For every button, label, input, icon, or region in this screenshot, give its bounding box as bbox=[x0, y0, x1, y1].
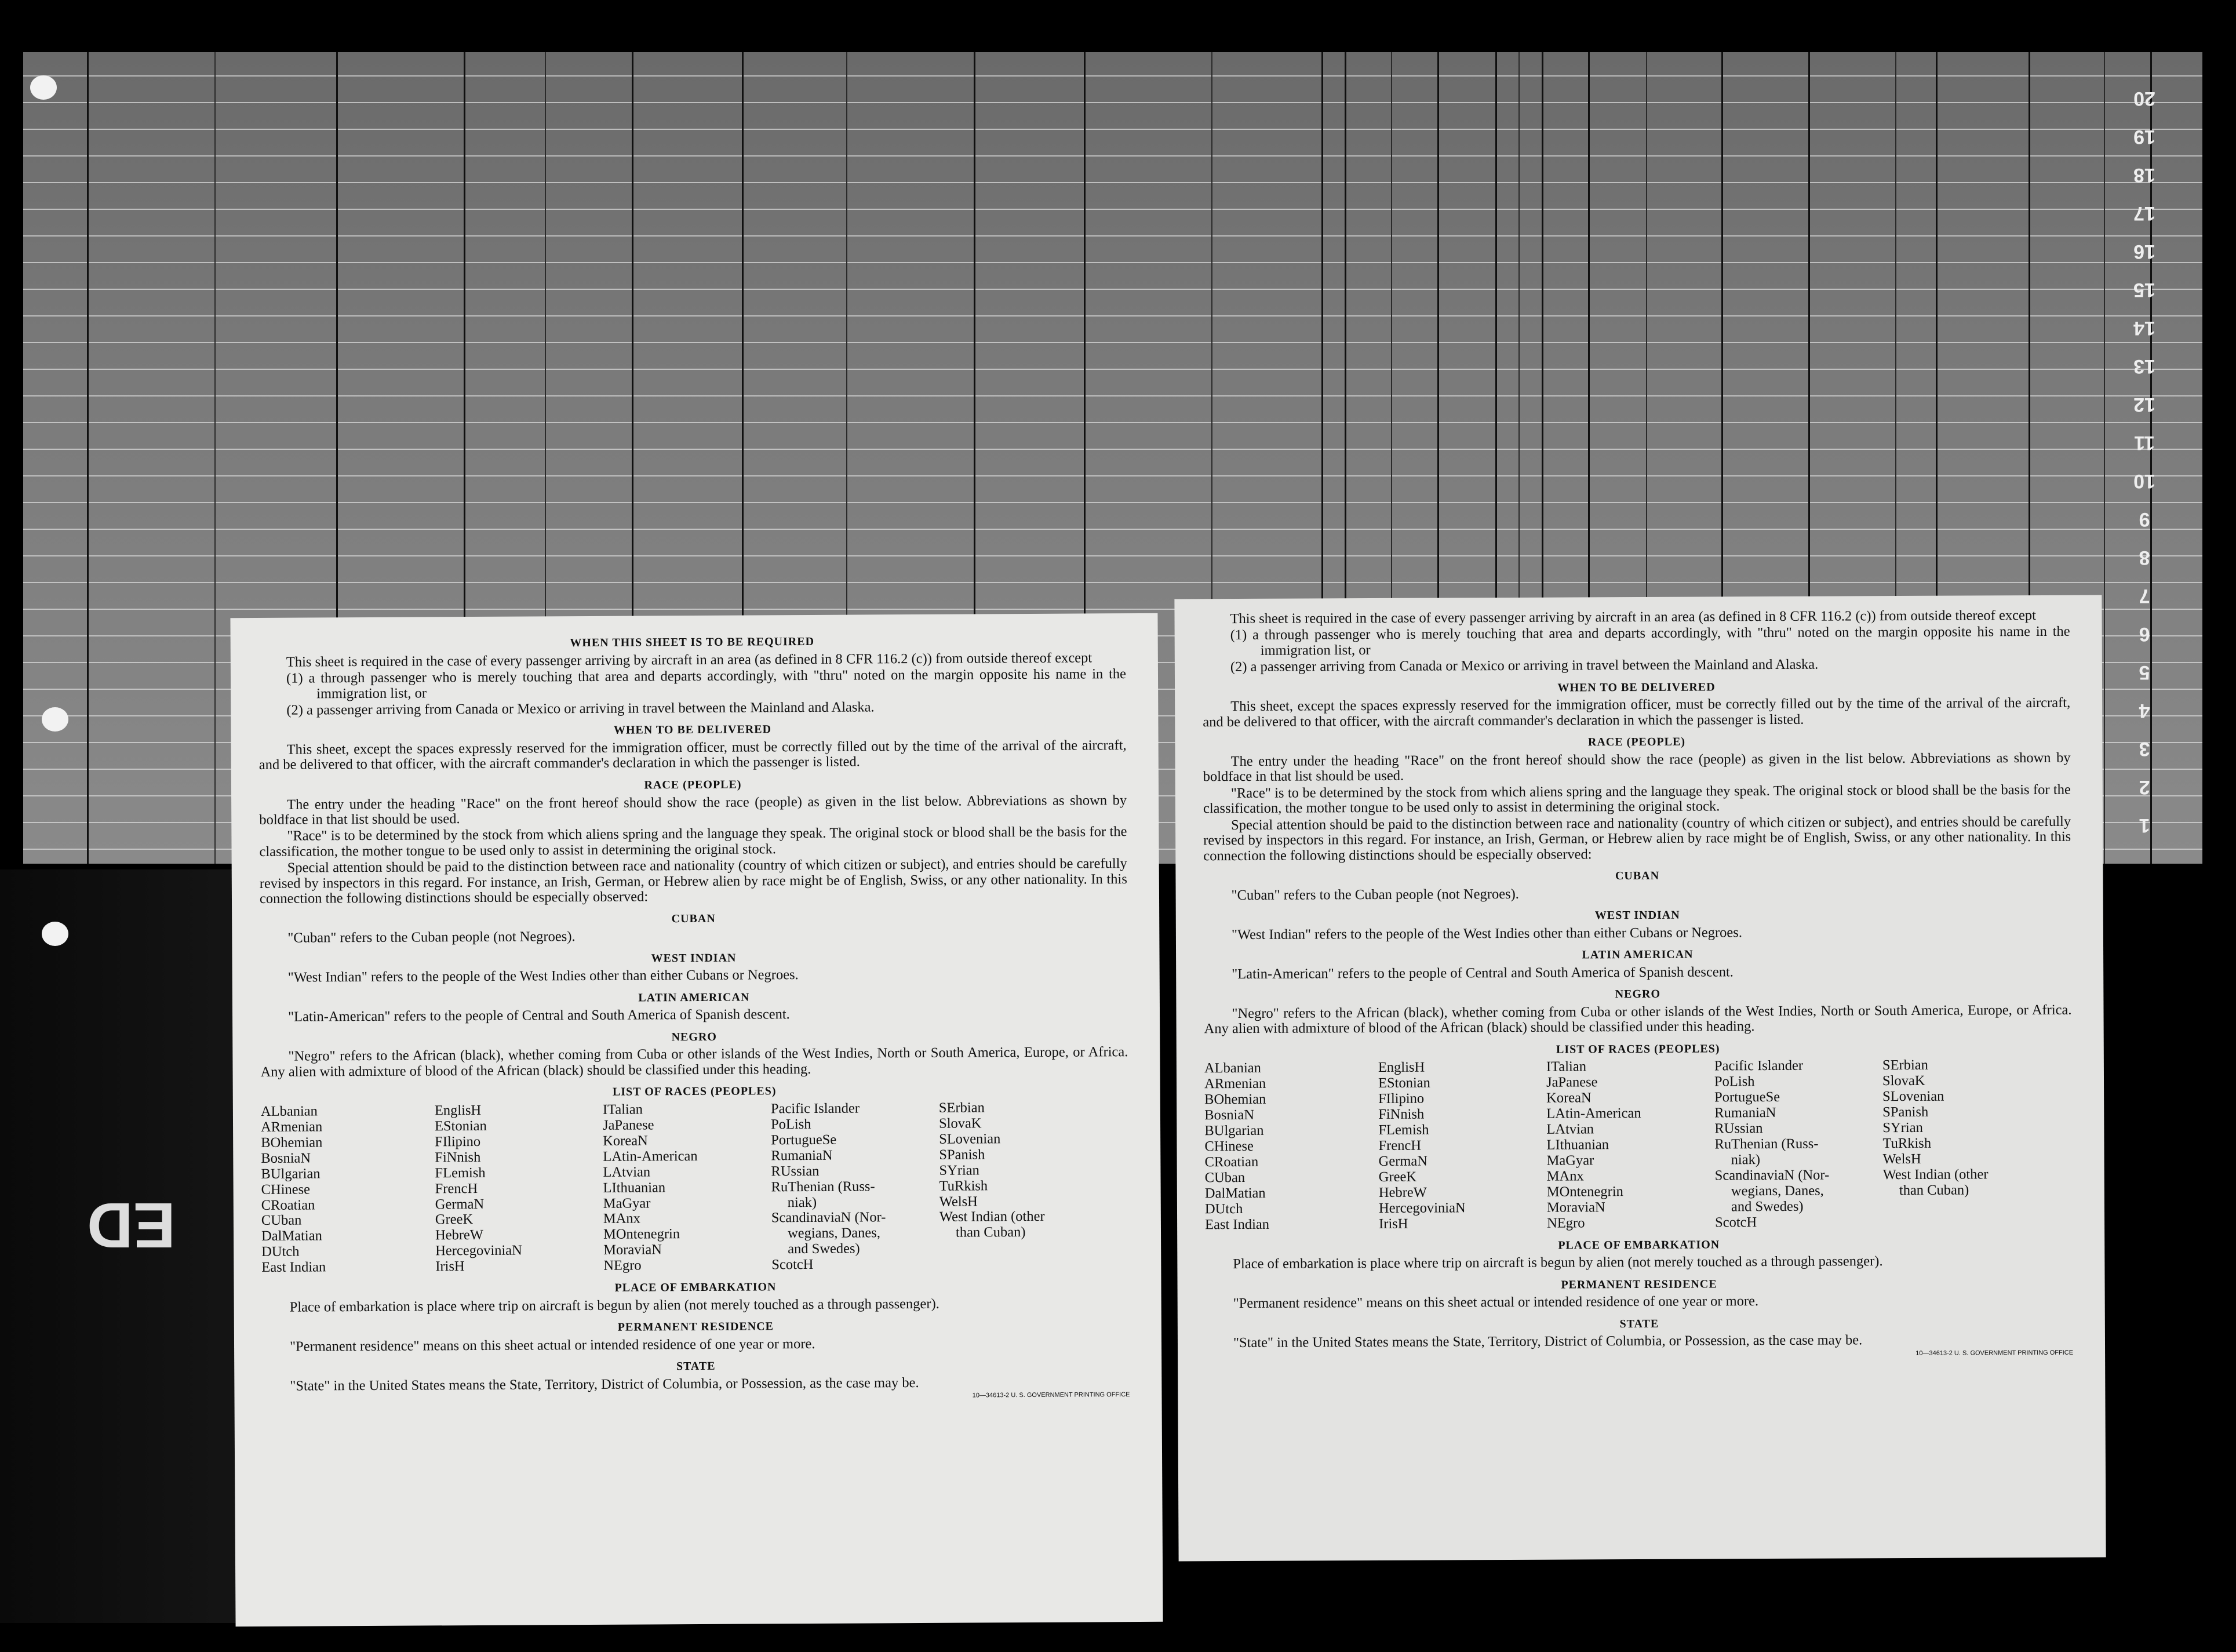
race-entry: LIthuanian bbox=[603, 1179, 666, 1196]
race-entry: FIlipino bbox=[1378, 1090, 1425, 1107]
race-entry: SPanish bbox=[1882, 1104, 1929, 1120]
residence-text: "Permanent residence" means on this sheet actual or intended residence of one year or more. bbox=[1233, 1293, 1759, 1312]
ledger-row-line bbox=[23, 449, 2202, 450]
row-number: 16 bbox=[2133, 241, 2155, 263]
heading-state: STATE bbox=[1619, 1317, 1659, 1330]
race-entry: EnglisH bbox=[1378, 1059, 1425, 1076]
ledger-row-line bbox=[23, 182, 2202, 183]
row-number: 3 bbox=[2139, 738, 2150, 760]
race-entry: KoreaN bbox=[1546, 1090, 1592, 1106]
race-entry: MAnx bbox=[603, 1210, 640, 1227]
heading-latin-american: LATIN AMERICAN bbox=[1582, 948, 1694, 962]
race-entry: BOhemian bbox=[1204, 1091, 1266, 1108]
race-entry: SlovaK bbox=[1882, 1073, 1925, 1089]
race-entry: East Indian bbox=[1205, 1216, 1270, 1232]
race-entry: MaGyar bbox=[603, 1195, 651, 1211]
race-entry: and Swedes) bbox=[1731, 1198, 1804, 1215]
race-entry: FrencH bbox=[435, 1180, 478, 1196]
heading-cuban: CUBAN bbox=[671, 912, 716, 925]
race-entry: HebreW bbox=[1378, 1184, 1427, 1200]
ledger-row-line bbox=[23, 75, 2202, 77]
side-mark-left: ED bbox=[87, 1189, 176, 1261]
ledger-row-line bbox=[23, 209, 2202, 210]
race-entry: West Indian (other bbox=[1882, 1166, 1989, 1183]
printer-footer: 10—34613-2 U. S. GOVERNMENT PRINTING OFFICE bbox=[972, 1391, 1130, 1399]
latin-american-text: "Latin-American" refers to the people of Central and South America of Spanish descent. bbox=[287, 1006, 790, 1025]
race-entry: ScotcH bbox=[771, 1257, 814, 1273]
race-entry: wegians, Danes, bbox=[1731, 1182, 1824, 1199]
race-entry: niak) bbox=[1731, 1152, 1761, 1168]
race-entry: Pacific Islander bbox=[770, 1100, 860, 1117]
race-entry: CUban bbox=[1204, 1169, 1246, 1186]
race-entry: FLemish bbox=[1378, 1122, 1429, 1138]
race-entry: ALbanian bbox=[260, 1103, 318, 1119]
race-entry: ITalian bbox=[602, 1101, 643, 1118]
embarkation-text: Place of embarkation is place where trip on aircraft is begun by alien (not merely touched as a through passenger). bbox=[1233, 1253, 1883, 1272]
ledger-row-line bbox=[23, 529, 2202, 530]
race-column bbox=[1204, 1060, 1379, 1233]
when-required-intro: This sheet is required in the case of every passenger arriving by aircraft in an area (as defined in 8 CFR 116.2 (c)) from outside thereof except bbox=[286, 650, 1092, 670]
ledger-row-line bbox=[23, 235, 2202, 236]
race-column bbox=[771, 1101, 940, 1273]
when-required-item-2: (2) a passenger arriving from Canada or Mexico or arriving in travel between the Mainland and Alaska. bbox=[1230, 657, 1819, 675]
race-entry: NEgro bbox=[1547, 1215, 1585, 1231]
race-column bbox=[1378, 1060, 1547, 1232]
race-entry: SLovenian bbox=[1882, 1088, 1944, 1105]
race-entry: NEgro bbox=[603, 1257, 642, 1274]
race-entry: BosniaN bbox=[261, 1150, 311, 1166]
race-entry: TuRkish bbox=[1882, 1135, 1932, 1152]
race-entry: CRoatian bbox=[1204, 1154, 1259, 1170]
race-entry: RuThenian (Russ- bbox=[1714, 1136, 1819, 1152]
race-entry: CHinese bbox=[261, 1181, 311, 1198]
heading-state: STATE bbox=[676, 1360, 716, 1373]
ledger-column-line bbox=[87, 52, 89, 864]
race-entry: ALbanian bbox=[1204, 1060, 1261, 1076]
row-number: 7 bbox=[2139, 585, 2150, 607]
race-entry: BosniaN bbox=[1204, 1107, 1255, 1123]
row-number: 6 bbox=[2139, 623, 2150, 645]
race-paragraph-1: The entry under the heading "Race" on the front hereof should show the race (people) as given in the list below. Abbreviations as shown by boldface in that list should be used. bbox=[259, 792, 1127, 828]
when-delivered-text: This sheet, except the spaces expressly reserved for the immigration officer, must be correctly filled out by the time of the arrival of the aircraft, and be delivered to that officer, with the aircraft commander's declaration in which the passenger is listed. bbox=[1203, 695, 2071, 730]
race-list bbox=[261, 1100, 1130, 1276]
heading-permanent-residence: PERMANENT RESIDENCE bbox=[1561, 1278, 1717, 1291]
latin-american-text: "Latin-American" refers to the people of Central and South America of Spanish descent. bbox=[1232, 964, 1734, 982]
race-entry: MoraviaN bbox=[603, 1242, 662, 1258]
race-entry: MAnx bbox=[1546, 1168, 1584, 1184]
race-entry: EnglisH bbox=[434, 1102, 482, 1119]
race-entry: FiNnish bbox=[435, 1149, 481, 1166]
west-indian-text: "West Indian" refers to the people of the West Indies other than either Cubans or Negroes. bbox=[1231, 924, 1742, 943]
row-number: 5 bbox=[2139, 661, 2150, 683]
ledger-row-line bbox=[23, 289, 2202, 290]
instruction-sheet-left bbox=[230, 613, 1163, 1626]
race-entry: than Cuban) bbox=[1899, 1182, 1969, 1198]
heading-when-delivered: WHEN TO BE DELIVERED bbox=[1557, 681, 1716, 694]
heading-list-of-races: LIST OF RACES (PEOPLES) bbox=[1556, 1042, 1720, 1056]
printer-footer: 10—34613-2 U. S. GOVERNMENT PRINTING OFFICE bbox=[1915, 1349, 2074, 1357]
race-entry: PoLish bbox=[770, 1116, 811, 1133]
ledger-row-line bbox=[23, 395, 2202, 396]
race-entry: HercegoviniaN bbox=[435, 1242, 522, 1259]
row-number: 14 bbox=[2133, 317, 2155, 339]
race-entry: RUssian bbox=[771, 1163, 820, 1179]
race-column bbox=[939, 1100, 1091, 1272]
race-entry: GermaN bbox=[1378, 1153, 1428, 1169]
ledger-row-line bbox=[23, 315, 2202, 316]
race-column bbox=[1882, 1057, 2034, 1229]
race-entry: CUban bbox=[261, 1213, 302, 1229]
heading-when-required: WHEN THIS SHEET IS TO BE REQUIRED bbox=[570, 635, 815, 650]
race-entry: KoreaN bbox=[603, 1133, 648, 1149]
race-entry: IrisH bbox=[1379, 1216, 1408, 1232]
ledger-row-line bbox=[23, 102, 2202, 103]
race-entry: GermaN bbox=[435, 1196, 485, 1212]
race-entry: SLovenian bbox=[939, 1131, 1001, 1147]
row-number: 12 bbox=[2133, 394, 2155, 416]
race-entry: FIlipino bbox=[435, 1133, 481, 1150]
race-entry: EStonian bbox=[1378, 1075, 1430, 1091]
race-column bbox=[603, 1101, 772, 1274]
race-entry: LIthuanian bbox=[1546, 1137, 1609, 1153]
race-paragraph-1: The entry under the heading "Race" on the front hereof should show the race (people) as given in the list below. Abbreviations as shown by boldface in that list should be used. bbox=[1203, 749, 2071, 785]
heading-embarkation: PLACE OF EMBARKATION bbox=[1558, 1238, 1720, 1252]
row-number: 17 bbox=[2133, 202, 2155, 224]
race-entry: RumaniaN bbox=[1714, 1105, 1776, 1121]
race-entry: SPanish bbox=[939, 1147, 985, 1163]
race-entry: JaPanese bbox=[1546, 1074, 1598, 1090]
heading-negro: NEGRO bbox=[1615, 988, 1661, 1001]
race-entry: SErbian bbox=[1882, 1057, 1928, 1074]
race-entry: DUtch bbox=[261, 1243, 300, 1260]
race-entry: ITalian bbox=[1546, 1058, 1587, 1075]
punch-hole bbox=[42, 922, 68, 946]
race-entry: LAtin-American bbox=[1546, 1105, 1641, 1122]
race-entry: PortugueSe bbox=[1714, 1089, 1780, 1105]
row-number: 2 bbox=[2139, 776, 2150, 798]
ledger-row-line bbox=[23, 369, 2202, 370]
race-entry: GreeK bbox=[435, 1211, 474, 1228]
race-entry: CRoatian bbox=[261, 1196, 315, 1213]
race-entry: MOntenegrin bbox=[1546, 1183, 1623, 1200]
ledger-row-line bbox=[23, 129, 2202, 130]
ledger-row-line bbox=[23, 555, 2202, 556]
row-number: 1 bbox=[2139, 814, 2150, 836]
race-entry: Pacific Islander bbox=[1714, 1058, 1804, 1074]
row-number: 8 bbox=[2139, 547, 2150, 569]
race-entry: BUlgarian bbox=[1204, 1122, 1264, 1139]
row-number-column bbox=[2121, 87, 2168, 858]
ledger-row-line bbox=[23, 475, 2202, 476]
cuban-text: "Cuban" refers to the Cuban people (not Negroes). bbox=[287, 929, 576, 946]
row-number: 19 bbox=[2133, 126, 2155, 148]
cuban-text: "Cuban" refers to the Cuban people (not Negroes). bbox=[1231, 886, 1519, 903]
state-text: "State" in the United States means the State, Territory, District of Columbia, or Possession, as the case may be. bbox=[1233, 1332, 1863, 1351]
row-number: 10 bbox=[2133, 470, 2155, 492]
ledger-row-line bbox=[23, 422, 2202, 423]
row-number: 15 bbox=[2133, 279, 2155, 301]
race-column bbox=[1546, 1059, 1715, 1232]
race-entry: DalMatian bbox=[261, 1228, 322, 1245]
heading-list-of-races: LIST OF RACES (PEOPLES) bbox=[612, 1085, 777, 1099]
punch-hole bbox=[42, 707, 68, 732]
race-entry: niak) bbox=[787, 1194, 817, 1210]
race-entry: HebreW bbox=[435, 1227, 484, 1243]
race-entry: LAtin-American bbox=[603, 1148, 698, 1165]
race-entry: ScotcH bbox=[1715, 1214, 1757, 1231]
race-entry: GreeK bbox=[1378, 1169, 1417, 1185]
row-number: 9 bbox=[2139, 508, 2150, 530]
race-entry: East Indian bbox=[261, 1259, 326, 1276]
race-list bbox=[1204, 1057, 2073, 1233]
ledger-row-line bbox=[23, 342, 2202, 343]
race-paragraph-3: Special attention should be paid to the distinction between race and nationality (country of which citizen or subject), and entries should be carefully revised by inspectors in this regard. For instance, an Irish, German, or Hebrew alien by race might be of English, Swiss, or any other nationality. In this connection the following distinctions should be especially observed: bbox=[1203, 813, 2071, 864]
row-number: 13 bbox=[2133, 355, 2155, 377]
race-entry: JaPanese bbox=[602, 1117, 654, 1133]
race-entry: ARmenian bbox=[1204, 1076, 1266, 1092]
race-entry: IrisH bbox=[435, 1258, 465, 1275]
punch-hole bbox=[30, 75, 57, 100]
row-number: 4 bbox=[2139, 700, 2150, 722]
state-text: "State" in the United States means the State, Territory, District of Columbia, or Possession, as the case may be. bbox=[290, 1374, 919, 1394]
row-number: 20 bbox=[2133, 88, 2155, 110]
ledger-row-line bbox=[23, 502, 2202, 503]
race-entry: LAtvian bbox=[603, 1164, 651, 1180]
race-entry: ScandinaviaN (Nor- bbox=[771, 1209, 886, 1226]
race-entry: MaGyar bbox=[1546, 1152, 1594, 1169]
heading-permanent-residence: PERMANENT RESIDENCE bbox=[617, 1320, 774, 1334]
race-paragraph-3: Special attention should be paid to the distinction between race and nationality (country of which citizen or subject), and entries should be carefully revised by inspectors in this regard. For instance, an Irish, German, or Hebrew alien by race might be of English, Swiss, or any other nationality. In this connection the following distinctions should be especially observed: bbox=[259, 856, 1127, 907]
ledger-row-line bbox=[23, 155, 2202, 157]
race-column bbox=[261, 1103, 436, 1276]
when-required-item-2: (2) a passenger arriving from Canada or Mexico or arriving in travel between the Mainland and Alaska. bbox=[286, 699, 875, 718]
heading-race: RACE (PEOPLE) bbox=[1587, 735, 1686, 749]
race-entry: ARmenian bbox=[260, 1119, 323, 1135]
heading-cuban: CUBAN bbox=[1615, 869, 1660, 883]
race-entry: than Cuban) bbox=[955, 1224, 1026, 1241]
heading-west-indian: WEST INDIAN bbox=[1594, 908, 1680, 922]
residence-text: "Permanent residence" means on this sheet actual or intended residence of one year or more. bbox=[289, 1336, 815, 1355]
negro-text: "Negro" refers to the African (black), whether coming from Cuba or other islands of the West Indies, North or South America, Europe, or Africa. Any alien with admixture of blood of the African (black) should be classified under this heading. bbox=[260, 1044, 1128, 1080]
race-entry: TuRkish bbox=[939, 1177, 988, 1194]
race-column bbox=[1714, 1058, 1883, 1231]
race-entry: PoLish bbox=[1714, 1074, 1755, 1090]
race-entry: SErbian bbox=[938, 1100, 985, 1116]
race-entry: RuThenian (Russ- bbox=[771, 1178, 875, 1195]
race-entry: WelsH bbox=[1882, 1151, 1921, 1167]
race-entry: West Indian (other bbox=[939, 1209, 1045, 1225]
race-entry: SYrian bbox=[939, 1162, 979, 1178]
ledger-row-line bbox=[23, 582, 2202, 583]
race-paragraph-2: "Race" is to be determined by the stock from which aliens spring and the language they speak. The original stock or blood shall be the basis for the classification, the mother tongue to be used only to assist in determining the original stock. bbox=[1203, 781, 2071, 817]
negro-text: "Negro" refers to the African (black), whether coming from Cuba or other islands of the West Indies, North or South America, Europe, or Africa. Any alien with admixture of blood of the African (black) should be classified under this heading. bbox=[1204, 1002, 2072, 1037]
race-paragraph-2: "Race" is to be determined by the stock from which aliens spring and the language they speak. The original stock or blood shall be the basis for the classification, the mother tongue to be used only to assist in determining the original stock. bbox=[259, 824, 1127, 860]
race-entry: FiNnish bbox=[1378, 1106, 1425, 1123]
heading-west-indian: WEST INDIAN bbox=[651, 951, 737, 965]
when-required-item-1: (1) a through passenger who is merely touching that area and departs accordingly, with "thru" noted on the margin opposite his name in the immigration list, or bbox=[286, 666, 1127, 701]
race-entry: HercegoviniaN bbox=[1378, 1200, 1466, 1216]
race-entry: MoraviaN bbox=[1546, 1199, 1605, 1216]
race-entry: SYrian bbox=[1882, 1119, 1923, 1136]
race-entry: BUlgarian bbox=[261, 1166, 321, 1182]
instruction-sheet-right bbox=[1174, 595, 2106, 1562]
heading-when-delivered: WHEN TO BE DELIVERED bbox=[613, 723, 772, 737]
when-required-intro: This sheet is required in the case of every passenger arriving by aircraft in an area (as defined in 8 CFR 116.2 (c)) from outside thereof except bbox=[1230, 607, 2036, 627]
race-entry: CHinese bbox=[1204, 1138, 1254, 1155]
heading-embarkation: PLACE OF EMBARKATION bbox=[614, 1280, 777, 1294]
race-column bbox=[435, 1102, 604, 1275]
heading-negro: NEGRO bbox=[671, 1030, 717, 1044]
heading-race: RACE (PEOPLE) bbox=[644, 778, 742, 792]
heading-latin-american: LATIN AMERICAN bbox=[638, 991, 750, 1005]
ledger-column-line bbox=[2104, 52, 2105, 864]
race-entry: ScandinaviaN (Nor- bbox=[1714, 1167, 1830, 1184]
when-required-item-1: (1) a through passenger who is merely touching that area and departs accordingly, with "thru" noted on the margin opposite his name in the immigration list, or bbox=[1230, 624, 2070, 658]
race-entry: PortugueSe bbox=[771, 1131, 837, 1148]
ledger-column-line bbox=[214, 52, 216, 864]
race-entry: BOhemian bbox=[261, 1134, 323, 1151]
when-delivered-text: This sheet, except the spaces expressly reserved for the immigration officer, must be correctly filled out by the time of the arrival of the aircraft, and be delivered to that officer, with the aircraft commander's declaration in which the passenger is listed. bbox=[258, 737, 1127, 773]
race-entry: FLemish bbox=[435, 1165, 486, 1181]
race-entry: RumaniaN bbox=[771, 1147, 833, 1164]
race-entry: MOntenegrin bbox=[603, 1226, 680, 1243]
race-entry: DalMatian bbox=[1204, 1185, 1266, 1202]
race-entry: SlovaK bbox=[938, 1115, 982, 1131]
race-entry: RUssian bbox=[1714, 1120, 1763, 1137]
race-entry: EStonian bbox=[434, 1118, 487, 1134]
race-entry: and Swedes) bbox=[788, 1240, 860, 1257]
west-indian-text: "West Indian" refers to the people of the West Indies other than either Cubans or Negroes. bbox=[287, 967, 799, 986]
race-entry: FrencH bbox=[1378, 1137, 1422, 1154]
row-number: 18 bbox=[2133, 164, 2155, 186]
embarkation-text: Place of embarkation is place where trip on aircraft is begun by alien (not merely touched as a through passenger). bbox=[289, 1296, 939, 1315]
row-number: 11 bbox=[2134, 432, 2155, 454]
race-entry: LAtvian bbox=[1546, 1121, 1594, 1137]
race-entry: DUtch bbox=[1204, 1200, 1243, 1217]
ledger-row-line bbox=[23, 262, 2202, 263]
race-entry: wegians, Danes, bbox=[787, 1225, 880, 1242]
race-entry: WelsH bbox=[939, 1193, 978, 1210]
